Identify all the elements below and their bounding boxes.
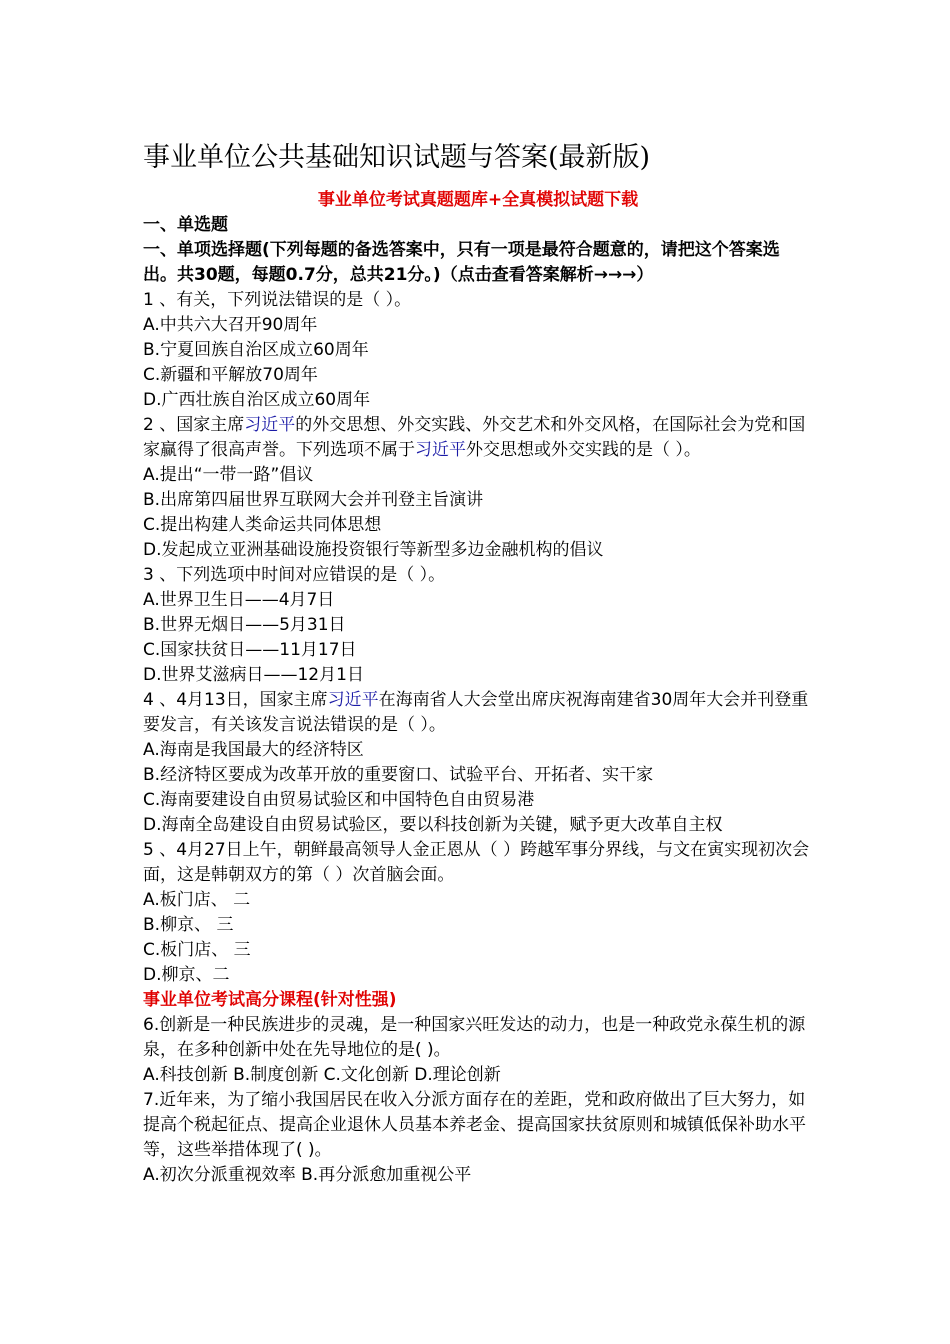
question-6-options: A.科技创新 B.制度创新 C.文化创新 D.理论创新 [143, 1065, 501, 1085]
question-2-option-c: C.提出构建人类命运共同体思想 [143, 515, 382, 535]
question-3-option-c: C.国家扶贫日——11月17日 [143, 640, 357, 660]
question-2-stem-part-3: 外交思想或外交实践的是（ ）。 [466, 440, 701, 460]
question-5-option-b: B.柳京、 三 [143, 915, 234, 935]
high-score-course-link[interactable]: 事业单位考试高分课程(针对性强) [143, 990, 397, 1010]
section-intro: 一、单项选择题(下列每题的备选答案中，只有一项是最符合题意的，请把这个答案选出。共30题，每题0.7分，总共21分。)（点击查看答案解析→→→） [143, 240, 780, 285]
question-1-option-b: B.宁夏回族自治区成立60周年 [143, 340, 369, 360]
question-3-option-d: D.世界艾滋病日——12月1日 [143, 665, 364, 685]
question-4-stem-part-2: 在海南省人大会堂出席庆祝海南建省30周年大会并刊登重要发言，有关该发言说法错误的是（ ）。 [143, 690, 809, 735]
question-2-name-1: 习近平 [244, 415, 296, 435]
question-4-option-b: B.经济特区要成为改革开放的重要窗口、试验平台、开拓者、实干家 [143, 765, 654, 785]
section-heading: 一、单选题 [143, 215, 228, 235]
question-3-option-a: A.世界卫生日——4月7日 [143, 590, 335, 610]
question-2-stem-part-1: 2 、国家主席 [143, 415, 245, 435]
question-5-option-a: A.板门店、 二 [143, 890, 251, 910]
question-2-option-b: B.出席第四届世界互联网大会并刊登主旨演讲 [143, 490, 484, 510]
question-3-stem: 3 、下列选项中时间对应错误的是（ ）。 [143, 565, 446, 585]
page-title: 事业单位公共基础知识试题与答案(最新版) [143, 142, 651, 173]
question-6-stem: 6.创新是一种民族进步的灵魂，是一种国家兴旺发达的动力，也是一种政党永葆生机的源泉，在多种创新中处在先导地位的是( )。 [143, 1015, 806, 1060]
question-4-stem [143, 688, 813, 738]
question-1-stem: 1 、有关，下列说法错误的是（ ）。 [143, 290, 412, 310]
question-7-stem: 7.近年来，为了缩小我国居民在收入分派方面存在的差距，党和政府做出了巨大努力，如提高个税起征点、提高企业退休人员基本养老金、提高国家扶贫原则和城镇低保补助水平等，这些举措体现了( )。 [143, 1090, 806, 1160]
question-4-option-c: C.海南要建设自由贸易试验区和中国特色自由贸易港 [143, 790, 535, 810]
question-2-stem-part-2: 的外交思想、外交实践、外交艺术和外交风格，在国际社会为党和国家赢得了很高声誉。下列选项不属于 [143, 415, 806, 460]
question-1-option-d: D.广西壮族自治区成立60周年 [143, 390, 371, 410]
question-4-option-a: A.海南是我国最大的经济特区 [143, 740, 364, 760]
question-bank-download-link[interactable]: 事业单位考试真题题库+全真模拟试题下载 [317, 190, 639, 210]
question-4-option-d: D.海南全岛建设自由贸易试验区，要以科技创新为关键，赋予更大改革自主权 [143, 815, 723, 835]
question-5-stem: 5 、4月27日上午，朝鲜最高领导人金正恩从（ ）跨越军事分界线，与文在寅实现初次会面，这是韩朝双方的第（ ）次首脑会面。 [143, 840, 810, 885]
question-2-option-d: D.发起成立亚洲基础设施投资银行等新型多边金融机构的倡议 [143, 540, 604, 560]
question-1-option-c: C.新疆和平解放70周年 [143, 365, 318, 385]
question-5-option-c: C.板门店、 三 [143, 940, 251, 960]
question-5-option-d: D.柳京、二 [143, 965, 230, 985]
question-2-option-a: A.提出“一带一路”倡议 [143, 465, 314, 485]
question-2-stem [143, 413, 813, 463]
question-7-options: A.初次分派重视效率 B.再分派愈加重视公平 [143, 1165, 472, 1185]
document-body [143, 138, 813, 1188]
question-3-option-b: B.世界无烟日——5月31日 [143, 615, 346, 635]
question-2-name-2: 习近平 [415, 440, 466, 460]
question-4-name: 习近平 [327, 690, 379, 710]
question-1-option-a: A.中共六大召开90周年 [143, 315, 318, 335]
question-4-stem-part-1: 4 、4月13日，国家主席 [143, 690, 328, 710]
